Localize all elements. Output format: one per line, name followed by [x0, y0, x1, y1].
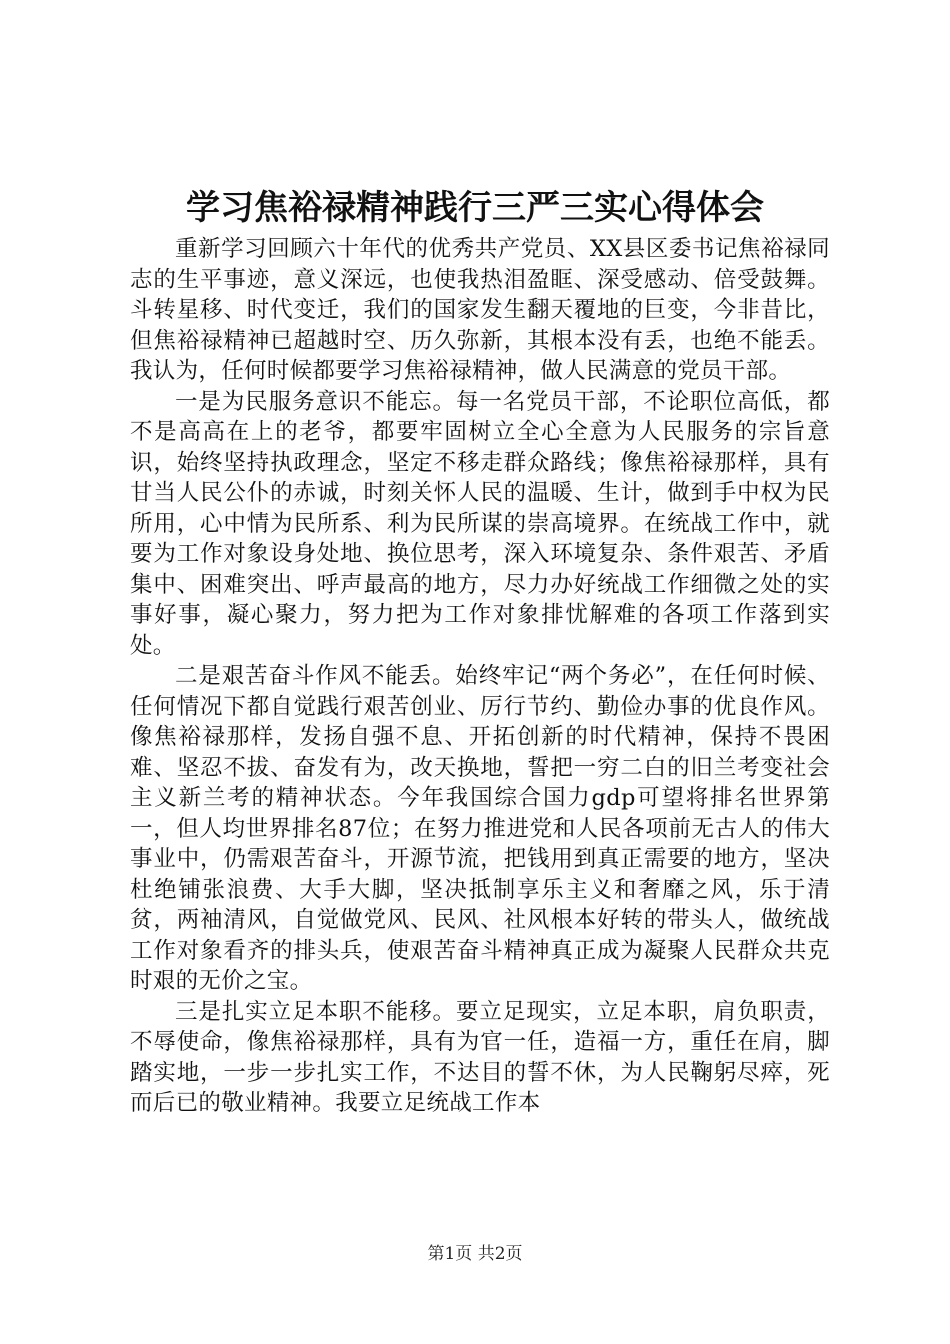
- paragraph-point-three: 三是扎实立足本职不能移。要立足现实，立足本职，肩负职责，不辱使命，像焦裕禄那样，具有为官一任，造福一方，重任在肩，脚踏实地，一步一步扎实工作，不达目的誓不休，为人民鞠躬尽瘁，死而后已的敬业精神。我要立足统战工作本: [130, 998, 830, 1116]
- paragraph-point-one: 一是为民服务意识不能忘。每一名党员干部，不论职位高低，都不是高高在上的老爷，都要牢固树立全心全意为人民服务的宗旨意识，始终坚持执政理念，坚定不移走群众路线；像焦裕禄那样，具有甘当人民公仆的赤诚，时刻关怀人民的温暖、生计，做到手中权为民所用，心中情为民所系、利为民所谋的崇高境界。在统战工作中，就要为工作对象设身处地、换位思考，深入环境复杂、条件艰苦、矛盾集中、困难突出、呼声最高的地方，尽力办好统战工作细微之处的实事好事，凝心聚力，努力把为工作对象排忧解难的各项工作落到实处。: [130, 388, 830, 659]
- paragraph-intro: 重新学习回顾六十年代的优秀共产党员、XX县区委书记焦裕禄同志的生平事迹，意义深远，也使我热泪盈眶、深受感动、倍受鼓舞。斗转星移、时代变迁，我们的国家发生翻天覆地的巨变，今非昔比，但焦裕禄精神已超越时空、历久弥新，其根本没有丢，也绝不能丢。我认为，任何时候都要学习焦裕禄精神，做人民满意的党员干部。: [130, 236, 830, 384]
- page-number-footer: 第1页 共2页: [427, 1244, 523, 1264]
- paragraph-point-two: 二是艰苦奋斗作风不能丢。始终牢记“两个务必”，在任何时候、任何情况下都自觉践行艰苦创业、厉行节约、勤俭办事的优良作风。像焦裕禄那样，发扬自强不息、开拓创新的时代精神，保持不畏困难、坚忍不拔、奋发有为，改天换地，誓把一穷二白的旧兰考变社会主义新兰考的精神状态。今年我国综合国力gdp可望将排名世界第一，但人均世界排名87位；在努力推进党和人民各项前无古人的伟大事业中，仍需艰苦奋斗，开源节流，把钱用到真正需要的地方，坚决杜绝铺张浪费、大手大脚，坚决抵制享乐主义和奢靡之风，乐于清贫，两袖清风，自觉做党风、民风、社风根本好转的带头人，做统战工作对象看齐的排头兵，使艰苦奋斗精神真正成为凝聚人民群众共克时艰的无价之宝。: [130, 663, 830, 994]
- document-title: 学习焦裕禄精神践行三严三实心得体会: [186, 188, 764, 228]
- document-body: [130, 234, 830, 1119]
